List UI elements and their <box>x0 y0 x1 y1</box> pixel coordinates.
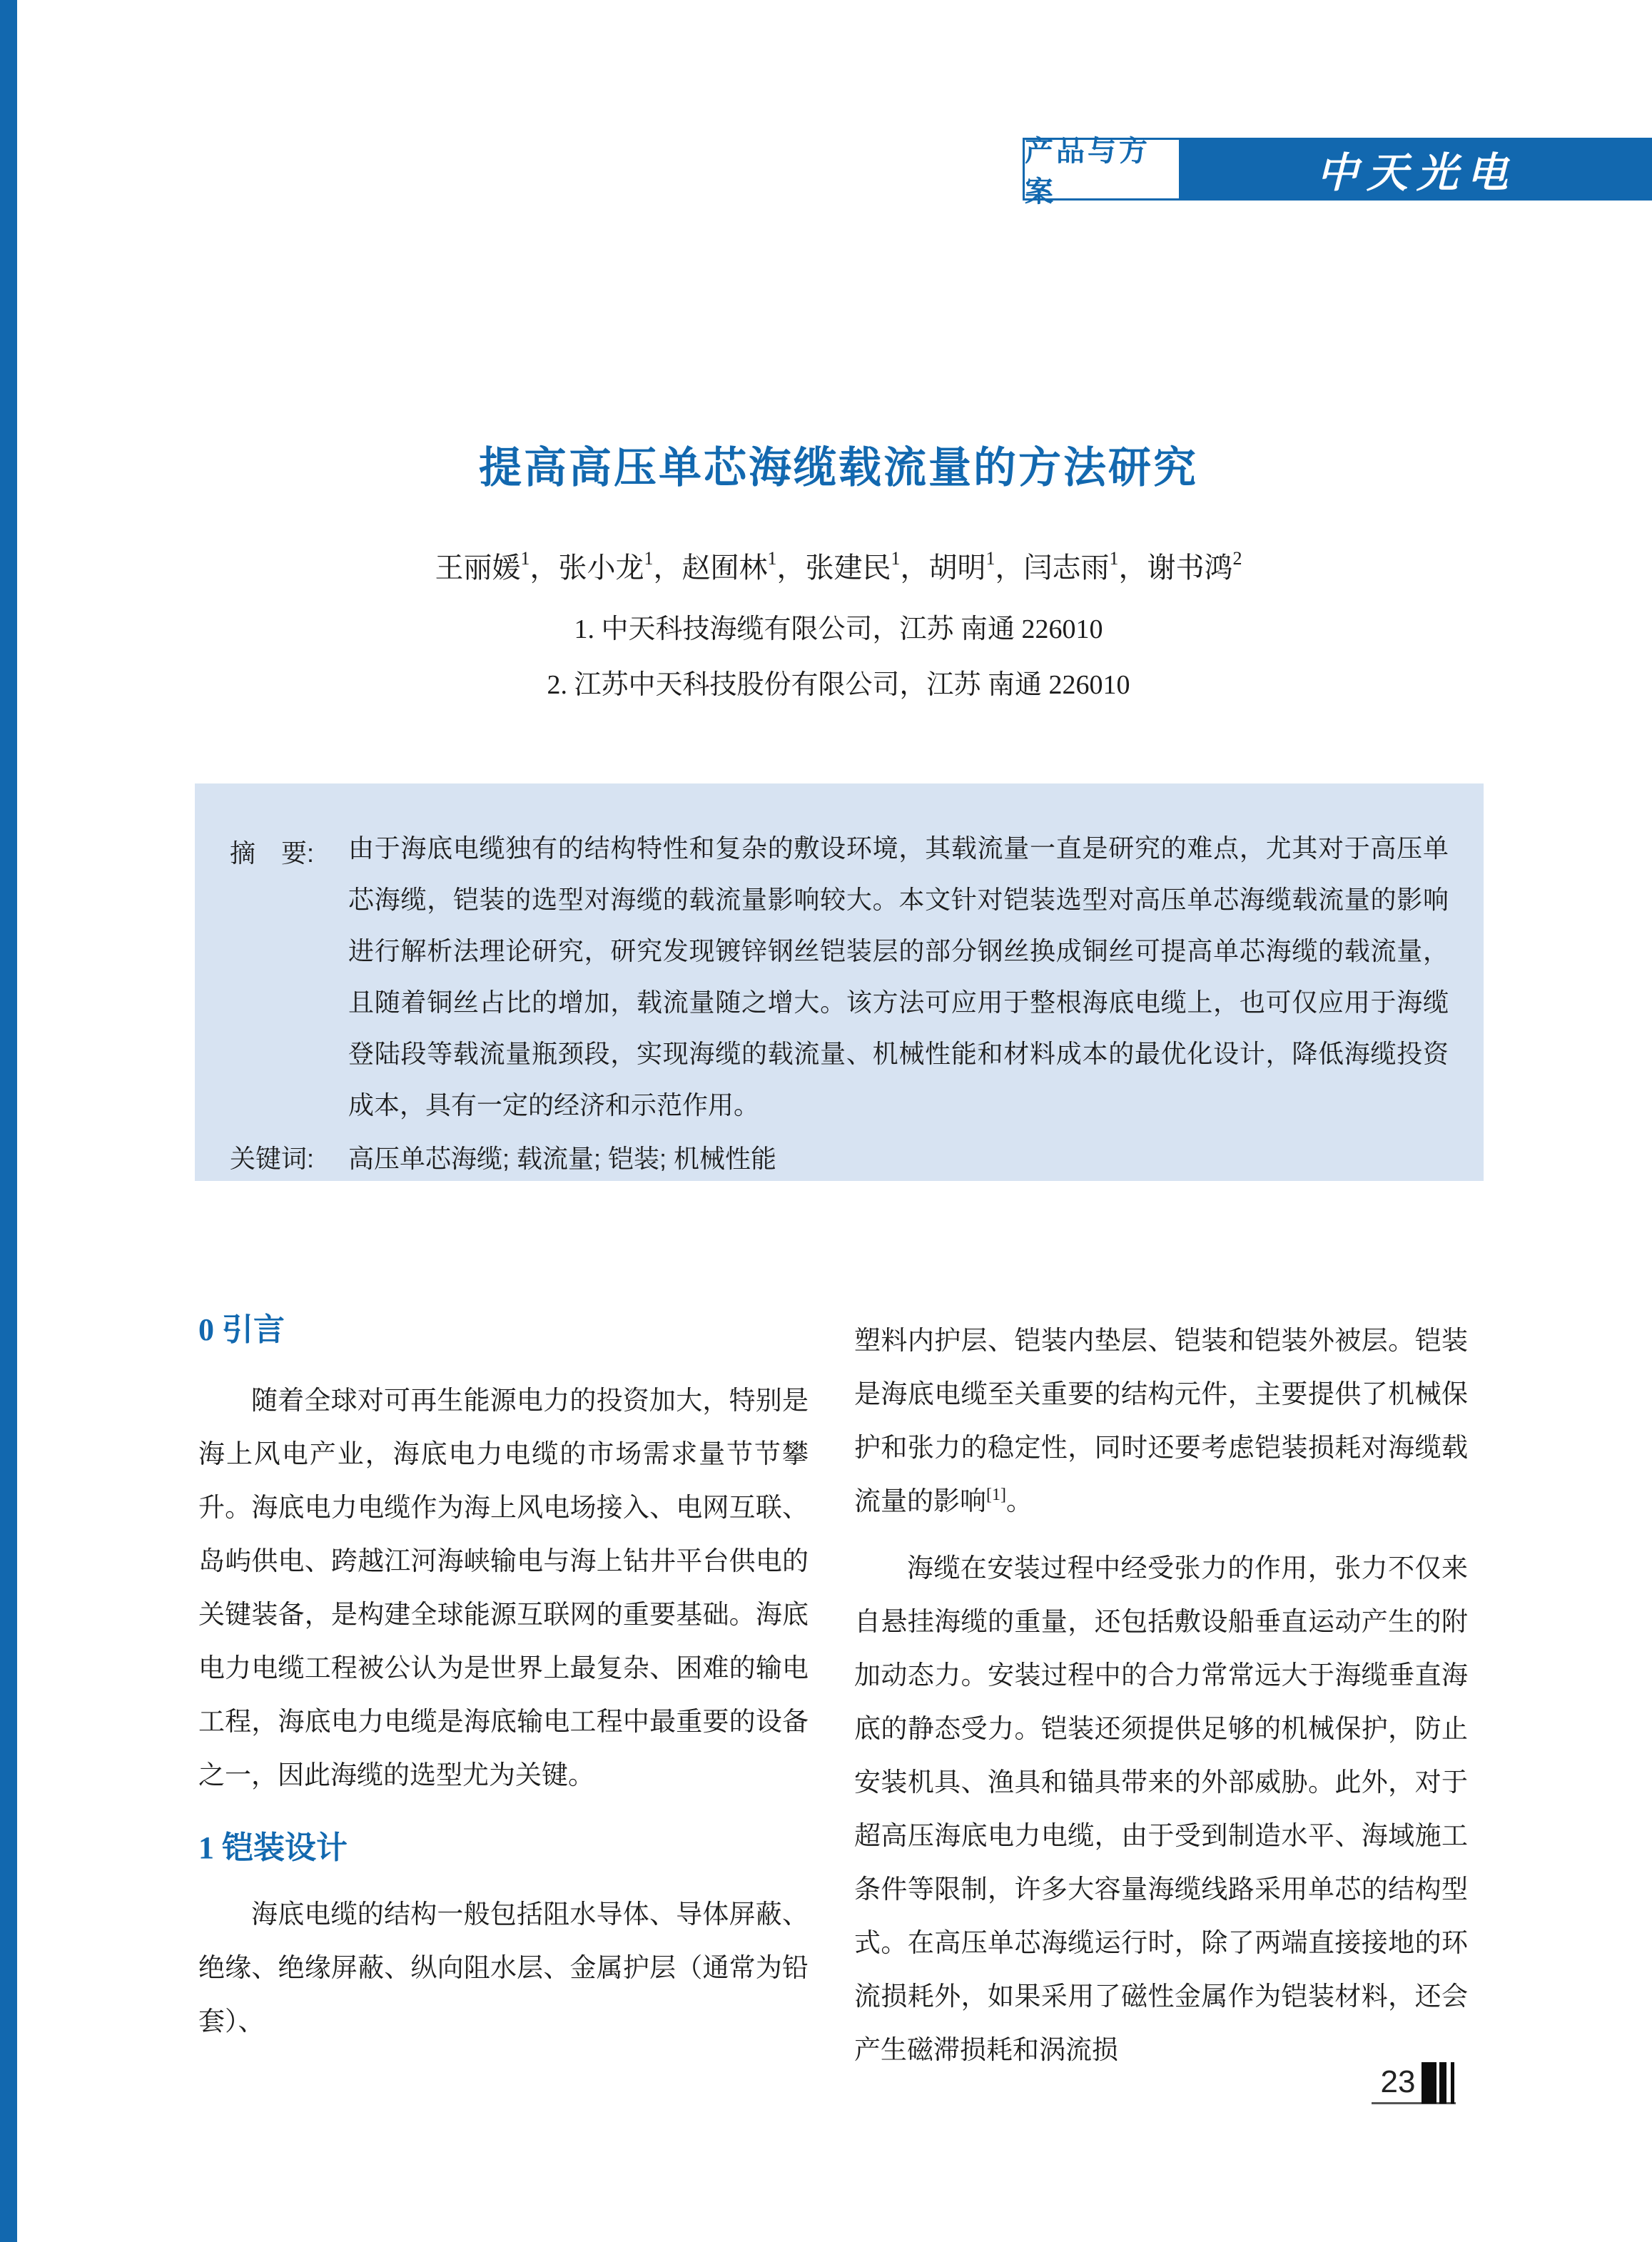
abstract-label: 摘 要: <box>230 838 315 868</box>
abstract-box <box>195 783 1484 1181</box>
keywords-text: 高压单芯海缆; 载流量; 铠装; 机械性能 <box>348 1144 777 1173</box>
author-name: 胡明 <box>928 552 986 584</box>
keywords-label: 关键词: <box>230 1144 315 1173</box>
footer-bars <box>1422 2062 1454 2104</box>
article-title: 提高高压单芯海缆载流量的方法研究 <box>479 445 1198 492</box>
author-name: 赵囿林 <box>681 552 768 584</box>
author-affil-ref: 1 <box>644 547 654 569</box>
authors-line <box>194 545 1483 586</box>
section-heading-armor: 1 铠装设计 <box>198 1830 348 1865</box>
header-section-tab <box>1023 136 1181 208</box>
right-column <box>854 1314 1468 2077</box>
author-affil-ref: 2 <box>1232 547 1242 569</box>
author <box>558 547 682 584</box>
body-paragraph: 海缆在安装过程中经受张力的作用，张力不仅来自悬挂海缆的重量，还包括敷设船垂直运动产生的附加动态力。安装过程中的合力常常远大于海缆垂直海底的静态受力。铠装还须提供足够的机械保护，防止安装机具、渔具和锚具带来的外部威胁。此外，对于超高压海底电力电缆，由于受到制造水平、海域施工条件等限制，许多大容量海缆线路采用单芯的结构型式。在高压单芯海缆运行时，除了两端直接接地的环流损耗外，如果采用了磁性金属作为铠装材料，还会产生磁滞损耗和涡流损 <box>854 1554 1468 2065</box>
author-name: 王丽媛 <box>435 552 521 584</box>
author <box>1147 547 1242 584</box>
affiliation-line: 2. 江苏中天科技股份有限公司，江苏 南通 226010 <box>547 670 1130 700</box>
author-affil-ref: 1 <box>985 547 995 569</box>
header-section-label: 产品与方案 <box>1025 136 1150 208</box>
author-separator: ， <box>995 552 1024 584</box>
armor-paragraph: 海底电缆的结构一般包括阻水导体、导体屏蔽、绝缘、绝缘屏蔽、纵向阻水层、金属护层（通常为铅套）、 <box>198 1900 809 2036</box>
author-affil-ref: 1 <box>520 547 530 569</box>
brand-logo-text: 中天光电 <box>1316 150 1516 196</box>
author <box>681 547 806 584</box>
author <box>1023 547 1147 584</box>
author-name: 张建民 <box>805 552 891 584</box>
author-separator: ， <box>1118 552 1147 584</box>
page-number: 23 <box>1380 2064 1416 2099</box>
reference-marker: [1] <box>986 1486 1006 1504</box>
footer-bar <box>1439 2062 1446 2104</box>
author-affil-ref: 1 <box>1109 547 1119 569</box>
author-separator: ， <box>529 552 559 584</box>
left-edge-strip <box>0 0 17 2242</box>
footer-bar <box>1451 2062 1454 2104</box>
left-column <box>198 1310 809 2049</box>
abstract-text: 由于海底电缆独有的结构特性和复杂的敷设环境，其载流量一直是研究的难点，尤其对于高压单芯海缆，铠装的选型对海缆的载流量影响较大。本文针对铠装选型对高压单芯海缆载流量的影响进行解析法理论研究，研究发现镀锌钢丝铠装层的部分钢丝换成铜丝可提高单芯海缆的载流量，且随着铜丝占比的增加，载流量随之增大。该方法可应用于整根海底电缆上，也可仅应用于海缆登陆段等载流量瓶颈段，实现海缆的载流量、机械性能和材料成本的最优化设计，降低海缆投资成本，具有一定的经济和示范作用。 <box>348 833 1449 1120</box>
body-paragraph <box>854 1314 1468 1532</box>
affiliation-line: 1. 中天科技海缆有限公司，江苏 南通 226010 <box>574 614 1103 644</box>
author-name: 张小龙 <box>558 552 644 584</box>
author <box>805 547 929 584</box>
intro-paragraph: 随着全球对可再生能源电力的投资加大，特别是海上风电产业，海底电力电缆的市场需求量节节攀升。海底电力电缆作为海上风电场接入、电网互联、岛屿供电、跨越江河海峡输电与海上钻井平台供电的关键装备，是构建全球能源互联网的重要基础。海底电力电缆工程被公认为是世界上最复杂、困难的输电工程，海底电力电缆是海底输电工程中最重要的设备之一，因此海缆的选型尤为关键。 <box>198 1386 809 1790</box>
author <box>435 547 559 584</box>
header-brand-box <box>1181 138 1652 201</box>
paragraph-text: 。 <box>1005 1487 1033 1516</box>
paragraph-text: 塑料内护层、铠装内垫层、铠装和铠装外被层。铠装是海底电缆至关重要的结构元件，主要提供了机械保护和张力的稳定性，同时还要考虑铠装损耗对海缆载流量的影响 <box>854 1327 1468 1516</box>
author-separator: ， <box>653 552 682 584</box>
author-separator: ， <box>776 552 806 584</box>
author-name: 谢书鸿 <box>1147 552 1233 584</box>
footer-bar <box>1422 2062 1436 2104</box>
author-affil-ref: 1 <box>891 547 901 569</box>
author-separator: ， <box>900 552 929 584</box>
author-affil-ref: 1 <box>767 547 777 569</box>
section-heading-intro: 0 引言 <box>198 1312 285 1347</box>
author-name: 闫志雨 <box>1023 552 1110 584</box>
author <box>928 547 1024 584</box>
